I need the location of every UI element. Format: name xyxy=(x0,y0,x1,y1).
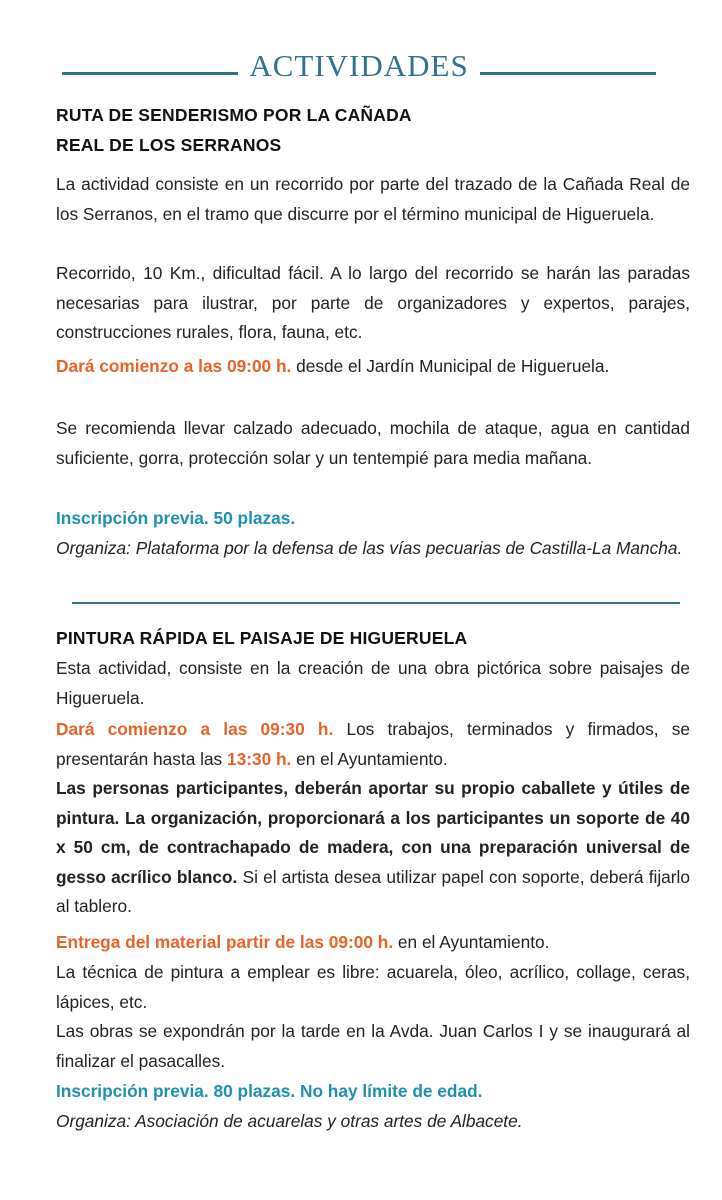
activity2-start xyxy=(56,715,690,774)
activity2-technique: La técnica de pintura a emplear es libre: acuarela, óleo, acrílico, collage, ceras, lápices, etc. xyxy=(56,962,690,1012)
activity1-title-line2: REAL DE LOS SERRANOS xyxy=(56,135,282,155)
activity2-start-time: Dará comienzo a las 09:30 h. xyxy=(56,719,334,739)
activity2-requirements xyxy=(56,774,690,922)
activity2-exhibition: Las obras se expondrán por la tarde en la Avda. Juan Carlos I y se inaugurará al finalizar el pasacalles. xyxy=(56,1021,690,1071)
activity1-start xyxy=(56,352,690,382)
activity2-inscription: Inscripción previa. 80 plazas. No hay límite de edad. xyxy=(56,1081,483,1101)
activity1-start-time: Dará comienzo a las 09:00 h. xyxy=(56,356,292,376)
activity1-route: Recorrido, 10 Km., dificultad fácil. A lo largo del recorrido se harán las paradas necesarias para ilustrar, por parte de organizadores y expertos, parajes, construcciones rurales, flora, fauna, etc. xyxy=(56,263,690,343)
section-header xyxy=(62,46,656,86)
activity2-requirements-rest: Si el artista desea utilizar papel con soporte, deberá fijarlo al tablero. xyxy=(56,866,691,917)
activity2-requirements-bold: Las personas participantes, deberán aportar su propio caballete y útiles de pintura. La organización, proporcionará a los participantes un soporte de 40 x 50 cm, de contrachapado de madera, con una preparación universal de gesso acrílico blanco. xyxy=(56,778,690,887)
header-rule-left xyxy=(62,72,238,75)
activity1-inscription: Inscripción previa. 50 plazas. xyxy=(56,508,296,528)
activity1-description: La actividad consiste en un recorrido por parte del trazado de la Cañada Real de los Serranos, en el tramo que discurre por el término municipal de Higueruela. xyxy=(56,174,690,224)
activity2-delivery-time: Entrega del material partir de las 09:00 h. xyxy=(56,932,394,952)
activity2-start-text: Los trabajos, terminados y firmados, se presentarán hasta las xyxy=(56,719,690,769)
activity2-organizer: Organiza: Asociación de acuarelas y otras artes de Albacete. xyxy=(56,1111,523,1131)
activity2-delivery-place: en el Ayuntamiento. xyxy=(393,932,550,952)
activity2-end-time: 13:30 h. xyxy=(227,748,292,769)
activity1-title-line1: RUTA DE SENDERISMO POR LA CAÑADA xyxy=(56,105,412,125)
header-rule-right xyxy=(480,72,656,75)
page-title: ACTIVIDADES xyxy=(249,48,469,83)
activity1-recommendation: Se recomienda llevar calzado adecuado, mochila de ataque, agua en cantidad suficiente, gorra, protección solar y un tentempié para media mañana. xyxy=(56,418,690,468)
activity2-end-place: en el Ayuntamiento. xyxy=(291,748,448,769)
activity1-start-place: desde el Jardín Municipal de Higueruela. xyxy=(291,356,610,376)
activity2-description: Esta actividad, consiste en la creación de una obra pictórica sobre paisajes de Higueruela. xyxy=(56,658,690,708)
activity1-organizer: Organiza: Plataforma por la defensa de las vías pecuarias de Castilla-La Mancha. xyxy=(56,538,683,558)
activity2-title: PINTURA RÁPIDA EL PAISAJE DE HIGUERUELA xyxy=(56,628,468,648)
section-divider xyxy=(72,602,680,604)
activity2-delivery xyxy=(56,928,690,958)
